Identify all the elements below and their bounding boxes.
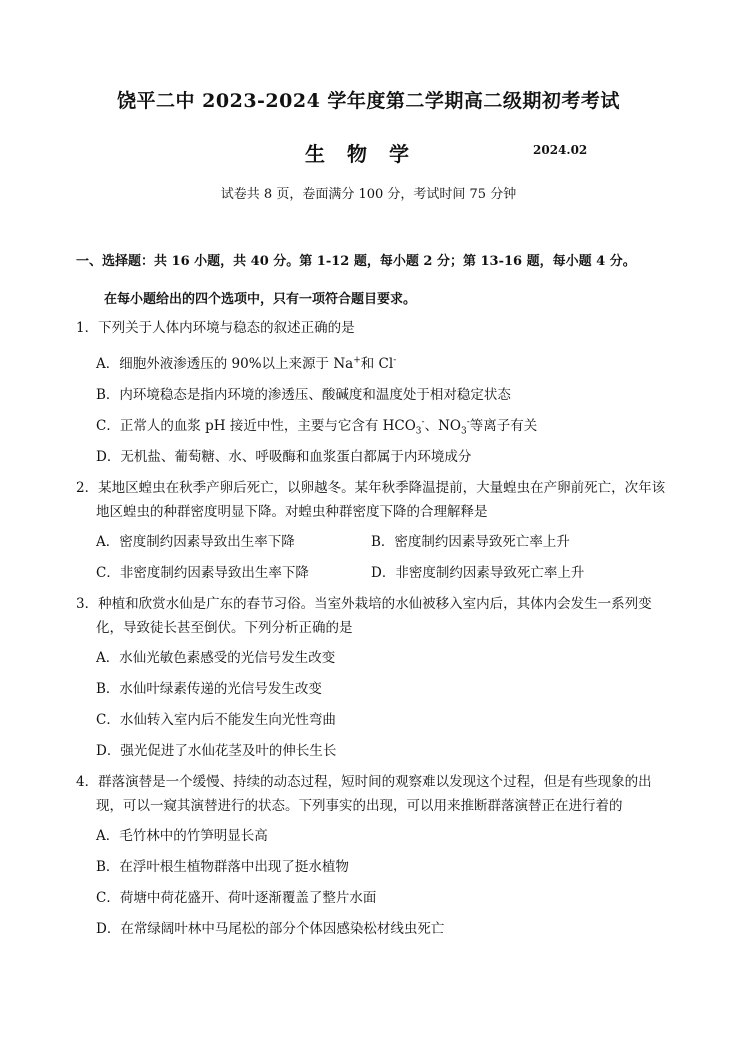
question-stem: 2．某地区蝗虫在秋季产卵后死亡，以卵越冬。某年秋季降温提前，大量蝗虫在产卵前死亡，次年该地区蝗虫的种群密度明显下降。对蝗虫种群密度下降的合理解释是 [76,480,666,520]
question-2 [76,476,666,524]
question-3-option-a: A．水仙光敏色素感受的光信号发生改变 [96,650,336,666]
superscript: - [421,417,425,428]
question-2-option-d: D．非密度制约因素导致死亡率上升 [371,565,585,581]
question-1-option-a [96,352,396,372]
question-2-option-c: C．非密度制约因素导致出生率下降 [96,565,309,581]
subscript: 3 [460,426,467,437]
option-text: A．细胞外液渗透压的 90%以上来源于 Na [96,356,354,372]
question-3-option-b: B．水仙叶绿素传递的光信号发生改变 [96,681,322,697]
question-3-option-c: C．水仙转入室内后不能发生向光性弯曲 [96,712,336,728]
question-1-option-b: B．内环境稳态是指内环境的渗透压、酸碱度和温度处于相对稳定状态 [96,387,511,403]
question-stem: 4．群落演替是一个缓慢、持续的动态过程，短时间的观察难以发现这个过程，但是有些现象的出现，可以一窥其演替进行的状态。下列事实的出现，可以用来推断群落演替正在进行着的 [76,774,652,814]
option-text: C．正常人的血浆 pH 接近中性，主要与它含有 HCO [96,418,416,434]
question-4-option-b: B．在浮叶根生植物群落中出现了挺水植物 [96,859,349,875]
option-text: 和 Cl [360,356,394,372]
question-3-option-d: D．强光促进了水仙花茎及叶的伸长生长 [96,743,337,759]
exam-date: 2024.02 [533,143,588,157]
exam-info: 试卷共 8 页，卷面满分 100 分，考试时间 75 分钟 [220,187,517,202]
question-4 [76,770,666,818]
superscript: - [393,355,397,366]
option-text: 、NO [424,418,461,434]
option-text: 等离子有关 [469,418,538,434]
question-4-option-a: A．毛竹林中的竹笋明显长高 [96,828,268,844]
question-4-option-d: D．在常绿阔叶林中马尾松的部分个体因感染松材线虫死亡 [96,921,445,937]
subject-row [0,138,737,164]
question-stem: 3．种植和欣赏水仙是广东的春节习俗。当室外栽培的水仙被移入室内后，其体内会发生一系列变化，导致徒长甚至倒伏。下列分析正确的是 [76,596,652,636]
section-instruction: 在每小题给出的四个选项中，只有一项符合题目要求。 [104,292,417,307]
question-1-option-d: D．无机盐、葡萄糖、水、呼吸酶和血浆蛋白都属于内环境成分 [96,449,472,465]
subject-name: 生物学 [305,142,431,166]
question-4-option-c: C．荷塘中荷花盛开、荷叶逐渐覆盖了整片水面 [96,890,377,906]
subscript: 3 [415,426,422,437]
superscript: - [466,417,470,428]
question-1 [76,316,666,340]
superscript: + [353,355,361,366]
question-2-option-b: B．密度制约因素导致死亡率上升 [371,534,570,550]
question-1-option-c [96,414,537,437]
question-2-option-a: A．密度制约因素导致出生率下降 [96,534,295,550]
question-3 [76,592,666,640]
question-stem: 1．下列关于人体内环境与稳态的叙述正确的是 [76,320,355,336]
section-heading: 一、选择题：共 16 小题，共 40 分。第 1-12 题，每小题 2 分；第 13-16 题，每小题 4 分。 [76,254,636,269]
exam-title: 饶平二中 2023-2024 学年度第二学期高二级期初考考试 [117,90,620,112]
